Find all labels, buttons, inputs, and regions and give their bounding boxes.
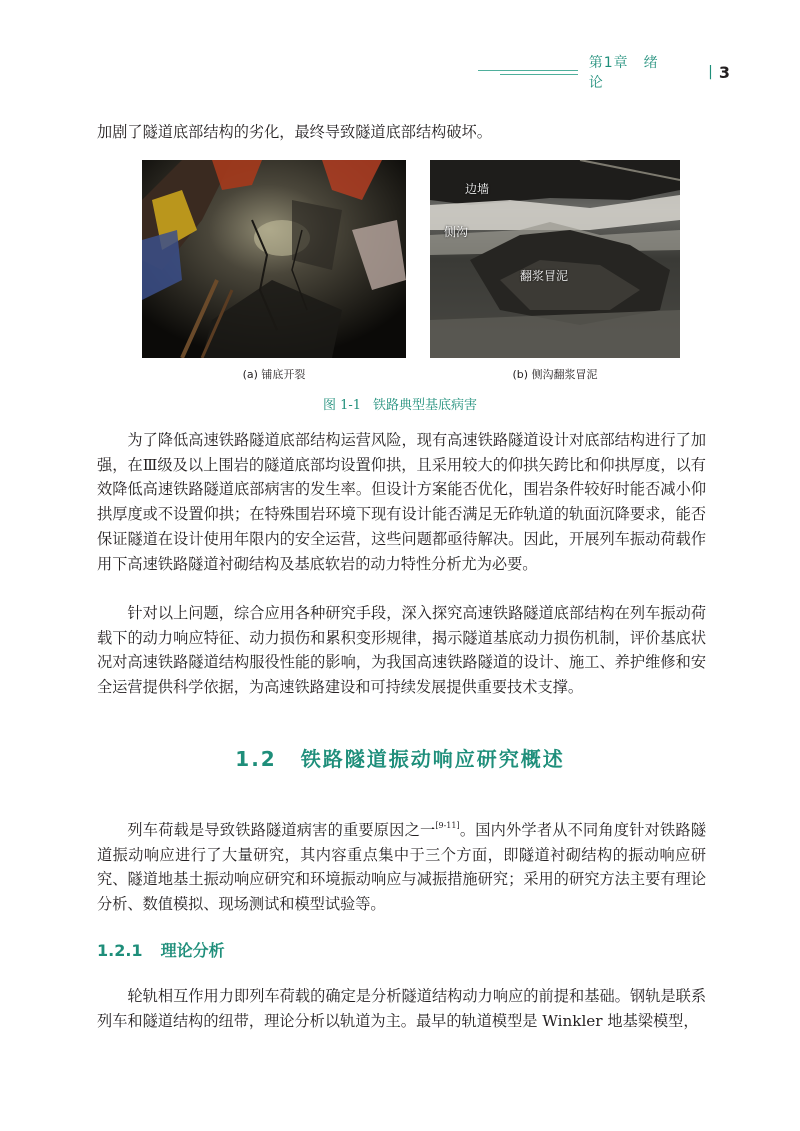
figure-caption: [0, 394, 800, 413]
photo-a-base-cracking: [142, 160, 406, 358]
header-rule-lines: [478, 65, 577, 79]
running-header: [478, 55, 730, 91]
paragraph-text: 针对以上问题，综合应用各种研究手段，深入探究高速铁路隧道底部结构在列车振动荷载下的动力响应特征、动力损伤和累积变形规律，揭示隧道基底动力损伤机制，评价基底状况对高速铁路隧道结构服役性能的影响，为我国高速铁路隧道的设计、施工、养护维修和安全运营提供科学依据，为高速铁路建设和可持续发展提供重要技术支撑。: [97, 604, 706, 697]
subcaption-b: (b) 侧沟翻浆冒泥: [512, 368, 598, 381]
paragraph-text: 为了降低高速铁路隧道底部结构运营风险，现有高速铁路隧道设计对底部结构进行了加强，在Ⅲ级及以上围岩的隧道底部均设置仰拱，且采用较大的仰拱矢跨比和仰拱厚度，以有效降低高速铁路隧道底部病害的发生率。但设计方案能否优化，围岩条件较好时能否减小仰拱厚度或不设置仰拱；在特殊围岩环境下现有设计能否满足无砟轨道的轨面沉降要求，能否保证隧道在设计使用年限内的安全运营，这些问题都亟待解决。因此，开展列车振动荷载作用下高速铁路隧道衬砌结构及基底软岩的动力特性分析尤为必要。: [97, 431, 706, 573]
label-wall: 边墙: [465, 182, 490, 196]
text-before-citation: 列车荷载是导致铁路隧道病害的重要原因之一: [127, 821, 436, 839]
paragraph-text: [97, 818, 706, 917]
subsection-number: 1.2.1: [97, 941, 143, 960]
intro-paragraph: [97, 120, 706, 145]
intro-line: 加剧了隧道底部结构的劣化，最终导致隧道底部结构破坏。: [97, 123, 492, 141]
body-paragraph-2: [97, 601, 706, 700]
subsection-heading: [97, 938, 225, 961]
label-mud-pumping: 翻浆冒泥: [520, 269, 569, 283]
chapter-title: 第1章 绪 论: [588, 55, 689, 91]
subcaption-a: (a) 铺底开裂: [242, 368, 306, 381]
figure-number: 图 1-1: [322, 398, 362, 413]
citation-ref: [9-11]: [435, 821, 460, 830]
figure-caption-text: 铁路典型基底病害: [373, 398, 478, 413]
section-title: 铁路隧道振动响应研究概述: [300, 747, 565, 771]
text-after-citation: 。国内外学者从不同角度针对铁路隧道振动响应进行了大量研究，其内容重点集中于三个方面，即隧道衬砌结构的振动响应研究、隧道地基土振动响应研究和环境振动响应与减振措施研究；采用的研究方法主要有理论分析、数值模拟、现场测试和模型试验等。: [97, 821, 707, 914]
photo-a-image: [142, 160, 406, 358]
section-number: 1.2: [235, 747, 277, 771]
label-ditch: 侧沟: [444, 225, 469, 239]
section-heading: [0, 743, 800, 772]
body-paragraph-1: [97, 428, 706, 576]
subsection-title: 理论分析: [160, 941, 225, 960]
section-paragraph: [97, 818, 706, 917]
subsection-paragraph: [97, 984, 706, 1033]
page-number: 3: [718, 62, 730, 82]
photo-b-mud-pumping: [430, 160, 680, 358]
header-separator: |: [708, 64, 713, 80]
paragraph-text: 轮轨相互作用力即列车荷载的确定是分析隧道结构动力响应的前提和基础。钢轨是联系列车和隧道结构的纽带，理论分析以轨道为主。最早的轨道模型是 Winkler 地基梁模型，: [97, 987, 706, 1030]
